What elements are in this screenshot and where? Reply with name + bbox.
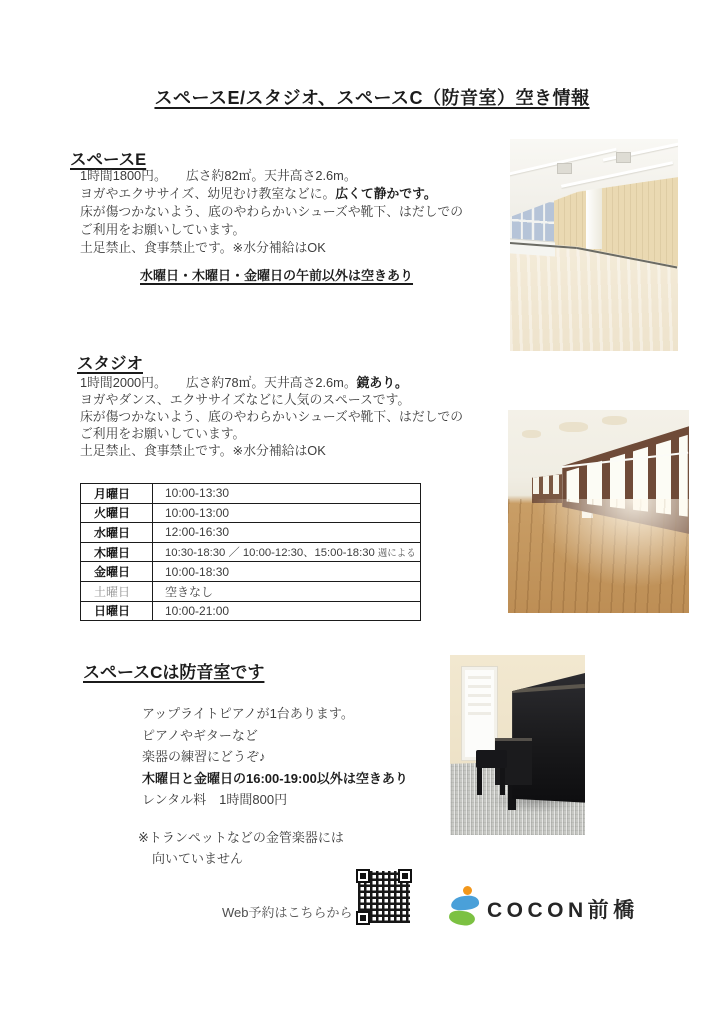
logo-blue-shape bbox=[450, 895, 479, 912]
studio-rules-line: 土足禁止、食事禁止です。※水分補給はOK bbox=[80, 443, 326, 458]
space-c-note1: ※トランペットなどの金管楽器には bbox=[138, 830, 344, 845]
schedule-row bbox=[81, 523, 421, 543]
day-cell: 木曜日 bbox=[81, 542, 153, 562]
schedule-row bbox=[81, 562, 421, 582]
schedule-row bbox=[81, 581, 421, 601]
schedule-row bbox=[81, 503, 421, 523]
studio-description bbox=[80, 374, 463, 459]
ceiling-panel bbox=[602, 416, 627, 425]
space-e-rules-line: 土足禁止、食事禁止です。※水分補給はOK bbox=[80, 240, 326, 255]
room-column bbox=[586, 188, 603, 249]
space-c-line1: アップライトピアノが1台あります。 bbox=[142, 706, 354, 721]
space-e-use-line: ヨガやエクササイズ、幼児むけ教室などに。広くて静かです。 bbox=[80, 186, 437, 201]
wood-floor bbox=[508, 499, 689, 613]
ceiling-panel bbox=[559, 422, 588, 432]
space-c-heading: スペースCは防音室です bbox=[83, 663, 265, 682]
ceiling-vent bbox=[557, 163, 572, 174]
logo-orange-dot bbox=[463, 886, 472, 895]
day-cell: 月曜日 bbox=[81, 484, 153, 504]
space-e-availability: 水曜日・木曜日・金曜日の午前以外は空きあり bbox=[140, 268, 414, 283]
space-e-description bbox=[80, 167, 463, 257]
cocon-logo-text: COCON前橋 bbox=[487, 899, 639, 922]
space-c-notes bbox=[138, 827, 344, 869]
day-cell: 火曜日 bbox=[81, 503, 153, 523]
logo-green-shape bbox=[448, 909, 476, 926]
door bbox=[461, 666, 498, 762]
schedule-row bbox=[81, 601, 421, 621]
ceiling-vent bbox=[616, 152, 631, 163]
space-c-note2: 向いていません bbox=[152, 851, 244, 866]
day-cell: 金曜日 bbox=[81, 562, 153, 582]
studio-price-line: 1時間2000円。 広さ約78㎡。天井高さ2.6m。鏡あり。 bbox=[80, 375, 408, 390]
space-c-line3: 楽器の練習にどうぞ♪ bbox=[142, 749, 266, 764]
page-title: スペースE/スタジオ、スペースC（防音室）空き情報 bbox=[154, 88, 590, 108]
studio-photo bbox=[508, 410, 689, 613]
studio-heading: スタジオ bbox=[77, 355, 143, 373]
cocon-logo-icon bbox=[449, 886, 481, 929]
space-c-availability: 木曜日と金曜日の16:00-19:00以外は空きあり bbox=[142, 770, 408, 786]
studio-use-line: ヨガやダンス、エクササイズなどに人気のスペースです。 bbox=[80, 392, 411, 407]
space-e-floor-line1: 床が傷つかないよう、底のやわらかいシューズや靴下、はだしでの bbox=[80, 204, 464, 219]
space-e-photo bbox=[510, 139, 678, 351]
studio-floor-line2: ご利用をお願いしています。 bbox=[80, 426, 246, 441]
room-cabinets bbox=[510, 238, 555, 256]
day-cell: 水曜日 bbox=[81, 523, 153, 543]
qr-finder-icon bbox=[356, 869, 370, 883]
time-cell: 10:00-13:00 bbox=[153, 503, 421, 523]
space-c-photo bbox=[450, 655, 585, 835]
space-c-description bbox=[142, 703, 408, 811]
time-cell: 10:00-13:30 bbox=[153, 484, 421, 504]
time-cell: 10:00-21:00 bbox=[153, 601, 421, 621]
piano-bench bbox=[476, 750, 507, 768]
space-c-line2: ピアノやギターなど bbox=[142, 727, 258, 743]
time-cell: 10:00-18:30 bbox=[153, 562, 421, 582]
bench-leg bbox=[477, 767, 482, 796]
qr-code-icon bbox=[355, 868, 413, 926]
time-cell: 空きなし bbox=[153, 581, 421, 601]
ceiling-panel bbox=[522, 430, 540, 438]
qr-finder-icon bbox=[398, 869, 412, 883]
time-cell: 10:30-18:30 ／ 10:00-12:30、15:00-18:30 週による bbox=[153, 542, 421, 562]
space-e-price-line: 1時間1800円。 広さ約82㎡。天井高さ2.6m。 bbox=[80, 168, 357, 183]
studio-schedule-table bbox=[80, 483, 421, 621]
schedule-row bbox=[81, 484, 421, 504]
day-cell: 土曜日 bbox=[81, 581, 153, 601]
qr-finder-icon bbox=[356, 911, 370, 925]
studio-floor-line1: 床が傷つかないよう、底のやわらかいシューズや靴下、はだしでの bbox=[80, 409, 464, 424]
day-cell: 日曜日 bbox=[81, 601, 153, 621]
space-c-price-line: レンタル料 1時間800円 bbox=[142, 792, 288, 807]
bench-leg bbox=[500, 767, 505, 796]
space-e-floor-line2: ご利用をお願いしています。 bbox=[80, 222, 246, 237]
time-note: 週による bbox=[377, 548, 416, 560]
time-cell: 12:00-16:30 bbox=[153, 523, 421, 543]
web-reservation-label: Web予約はこちらから bbox=[222, 905, 353, 920]
space-e-heading: スペースE bbox=[70, 151, 147, 169]
schedule-row bbox=[81, 542, 421, 562]
